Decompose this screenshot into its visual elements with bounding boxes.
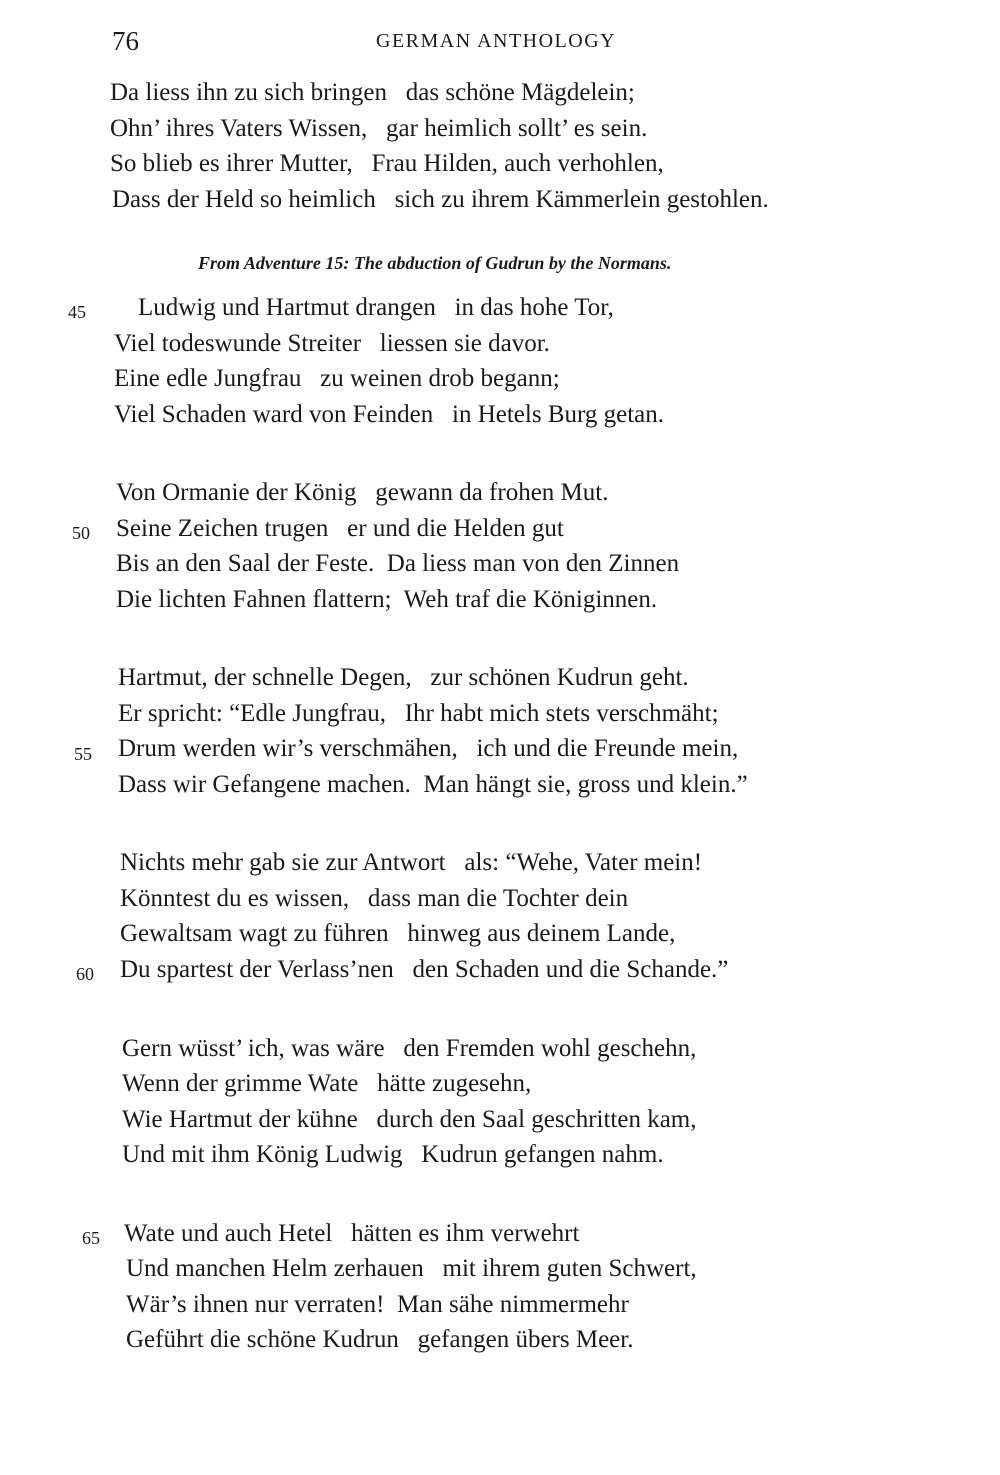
verse-line: Bis an den Saal der Feste. Da liess man von den Zinnen (116, 550, 680, 577)
verse-line: Wate und auch Hetel hätten es ihm verwehrt (124, 1220, 580, 1247)
verse-line: Ludwig und Hartmut drangen in das hohe Tor, (138, 294, 614, 321)
verse-line: Wenn der grimme Wate hätte zugesehn, (122, 1070, 532, 1097)
verse-line: Gern wüsst’ ich, was wäre den Fremden wohl geschehn, (122, 1035, 697, 1062)
verse-line: Eine edle Jungfrau zu weinen drob begann; (114, 365, 560, 392)
verse-line: Von Ormanie der König gewann da frohen Mut. (116, 479, 609, 506)
verse-line: Und mit ihm König Ludwig Kudrun gefangen nahm. (122, 1141, 664, 1168)
verse-line: Er spricht: “Edle Jungfrau, Ihr habt mich stets verschmäht; (118, 700, 719, 727)
line-number: 50 (72, 523, 90, 543)
verse-line: Dass der Held so heimlich sich zu ihrem Kämmerlein gestohlen. (112, 186, 769, 213)
line-number: 60 (76, 964, 94, 984)
verse-line: Die lichten Fahnen flattern; Weh traf die Königinnen. (116, 586, 658, 613)
verse-line: Gewaltsam wagt zu führen hinweg aus deinem Lande, (120, 920, 676, 947)
verse-line: Geführt die schöne Kudrun gefangen übers Meer. (126, 1326, 634, 1353)
verse-line: Da liess ihn zu sich bringen das schöne Mägdelein; (110, 79, 635, 106)
verse-line: Wie Hartmut der kühne durch den Saal geschritten kam, (122, 1106, 697, 1133)
verse-line: Nichts mehr gab sie zur Antwort als: “Wehe, Vater mein! (120, 849, 703, 876)
section-caption: From Adventure 15: The abduction of Gudrun by the Normans. (198, 253, 672, 273)
verse-line: Drum werden wir’s verschmähen, ich und die Freunde mein, (118, 735, 739, 762)
verse-line: Hartmut, der schnelle Degen, zur schönen Kudrun geht. (118, 664, 689, 691)
page-number: 76 (112, 26, 139, 56)
verse-line: Könntest du es wissen, dass man die Tochter dein (120, 885, 629, 912)
verse-line: Ohn’ ihres Vaters Wissen, gar heimlich sollt’ es sein. (110, 115, 648, 142)
verse-line: Seine Zeichen trugen er und die Helden gut (116, 515, 564, 542)
line-number: 65 (82, 1228, 100, 1248)
line-number: 45 (68, 302, 86, 322)
verse-line: Wär’s ihnen nur verraten! Man sähe nimmermehr (126, 1291, 629, 1318)
verse-line: Dass wir Gefangene machen. Man hängt sie, gross und klein.” (118, 771, 748, 798)
verse-line: Du spartest der Verlass’nen den Schaden und die Schande.” (120, 956, 729, 983)
running-head: GERMAN ANTHOLOGY (376, 30, 617, 52)
verse-line: So blieb es ihrer Mutter, Frau Hilden, auch verhohlen, (110, 150, 664, 177)
verse-line: Viel todeswunde Streiter liessen sie davor. (114, 330, 550, 357)
verse-line: Viel Schaden ward von Feinden in Hetels Burg getan. (114, 401, 664, 428)
verse-line: Und manchen Helm zerhauen mit ihrem guten Schwert, (126, 1255, 697, 1282)
line-number: 55 (74, 744, 92, 764)
